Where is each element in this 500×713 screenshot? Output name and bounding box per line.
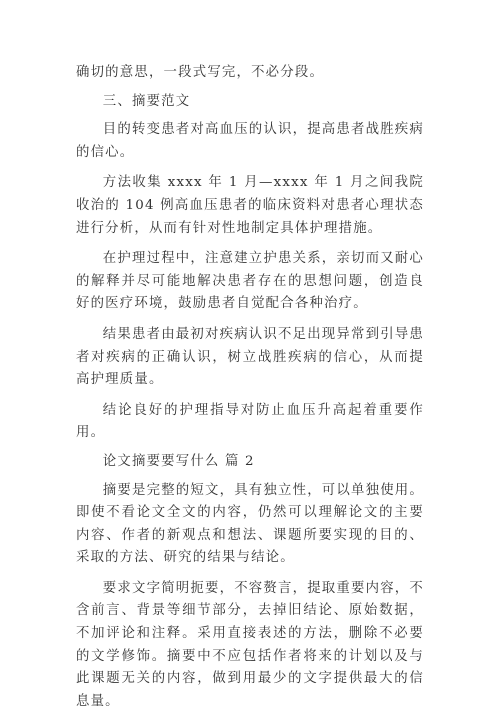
paragraph-conclusion: 结论良好的护理指导对防止血压升高起着重要作用。 — [76, 402, 424, 441]
paragraph-objective: 目的转变患者对高血压的认识，提高患者战胜疾病的信心。 — [76, 122, 424, 160]
paragraph-result: 结果患者由最初对疾病认识不足出现异常到引导患者对疾病的正确认识，树立战胜疾病的信心，从而提高护理质量。 — [76, 326, 424, 388]
paragraph-abstract-requirements: 要求文字简明扼要，不容赘言，提取重要内容，不含前言、背景等细节部分，去掉旧结论、原始数据，不加评论和注释。采用直接表述的方法，删除不必要的文学修饰。摘要中不应包括作者将来的计划以及与此课题无关的内容，做到用最少的文字提供最大的信息量。 — [76, 580, 424, 709]
section-heading-part-2: 论文摘要要写什么 篇 2 — [102, 453, 255, 469]
paragraph-method: 方法收集 xxxx 年 1 月—xxxx 年 1 月之间我院收治的 104 例高血压患者的临床资料对患者心理状态进行分析，从而有针对性地制定具体护理措施。 — [76, 175, 424, 236]
paragraph-continuation: 确切的意思，一段式写完，不必分段。 — [76, 65, 325, 80]
paragraph-nursing-process: 在护理过程中，注意建立护患关系，亲切而又耐心的解释并尽可能地解决患者存在的思想问题，创造良好的医疗环境，鼓励患者自觉配合各种治疗。 — [76, 251, 424, 312]
paragraph-abstract-definition: 摘要是完整的短文，具有独立性，可以单独使用。即使不看论文全文的内容，仍然可以理解论文的主要内容、作者的新观点和想法、课题所要实现的目的、采取的方法、研究的结果与结论。 — [76, 482, 424, 566]
document-body — [76, 62, 424, 713]
section-heading-abstract-example: 三、摘要范文 — [102, 93, 191, 109]
